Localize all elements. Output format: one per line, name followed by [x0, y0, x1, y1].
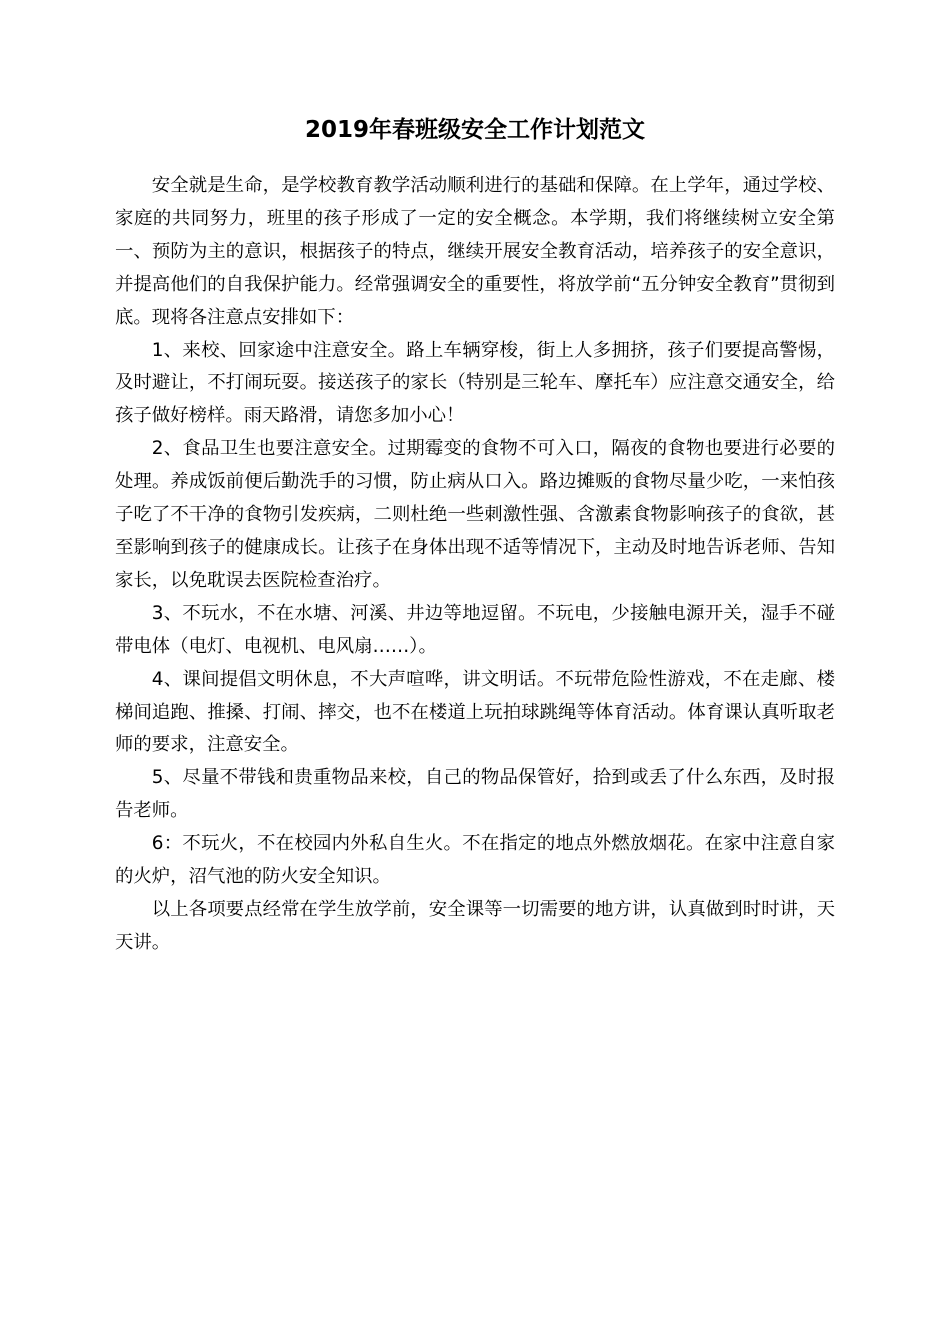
- document-title: 2019年春班级安全工作计划范文: [304, 117, 645, 143]
- document-body: [115, 170, 835, 960]
- item-1-paragraph: 1、来校、回家途中注意安全。路上车辆穿梭，街上人多拥挤，孩子们要提高警惕，及时避让，不打闹玩耍。接送孩子的家长（特别是三轮车、摩托车）应注意交通安全，给孩子做好榜样。雨天路滑，请您多加小心！: [115, 339, 835, 427]
- intro-paragraph: 安全就是生命，是学校教育教学活动顺利进行的基础和保障。在上学年，通过学校、家庭的共同努力，班里的孩子形成了一定的安全概念。本学期，我们将继续树立安全第一、预防为主的意识，根据孩子的特点，继续开展安全教育活动，培养孩子的安全意识，并提高他们的自我保护能力。经常强调安全的重要性，将放学前“五分钟安全教育”贯彻到底。现将各注意点安排如下：: [115, 175, 835, 328]
- item-4-paragraph: 4、课间提倡文明休息，不大声喧哗，讲文明话。不玩带危险性游戏，不在走廊、楼梯间追跑、推搡、打闹、摔交，也不在楼道上玩拍球跳绳等体育活动。体育课认真听取老师的要求，注意安全。: [115, 668, 835, 756]
- item-5-paragraph: 5、尽量不带钱和贵重物品来校，自己的物品保管好，拾到或丢了什么东西，及时报告老师。: [115, 767, 835, 822]
- item-2-paragraph: 2、食品卫生也要注意安全。过期霉变的食物不可入口，隔夜的食物也要进行必要的处理。养成饭前便后勤洗手的习惯，防止病从口入。路边摊贩的食物尽量少吃，一来怕孩子吃了不干净的食物引发疾病，二则杜绝一些刺激性强、含激素食物影响孩子的食欲，甚至影响到孩子的健康成长。让孩子在身体出现不适等情况下，主动及时地告诉老师、告知家长，以免耽误去医院检查治疗。: [115, 438, 835, 591]
- item-3-paragraph: 3、不玩水，不在水塘、河溪、井边等地逗留。不玩电，少接触电源开关，湿手不碰带电体（电灯、电视机、电风扇……）。: [115, 602, 835, 657]
- closing-paragraph: 以上各项要点经常在学生放学前，安全课等一切需要的地方讲，认真做到时时讲，天天讲。: [115, 898, 835, 953]
- item-6-paragraph: 6：不玩火，不在校园内外私自生火。不在指定的地点外燃放烟花。在家中注意自家的火炉，沼气池的防火安全知识。: [115, 833, 835, 888]
